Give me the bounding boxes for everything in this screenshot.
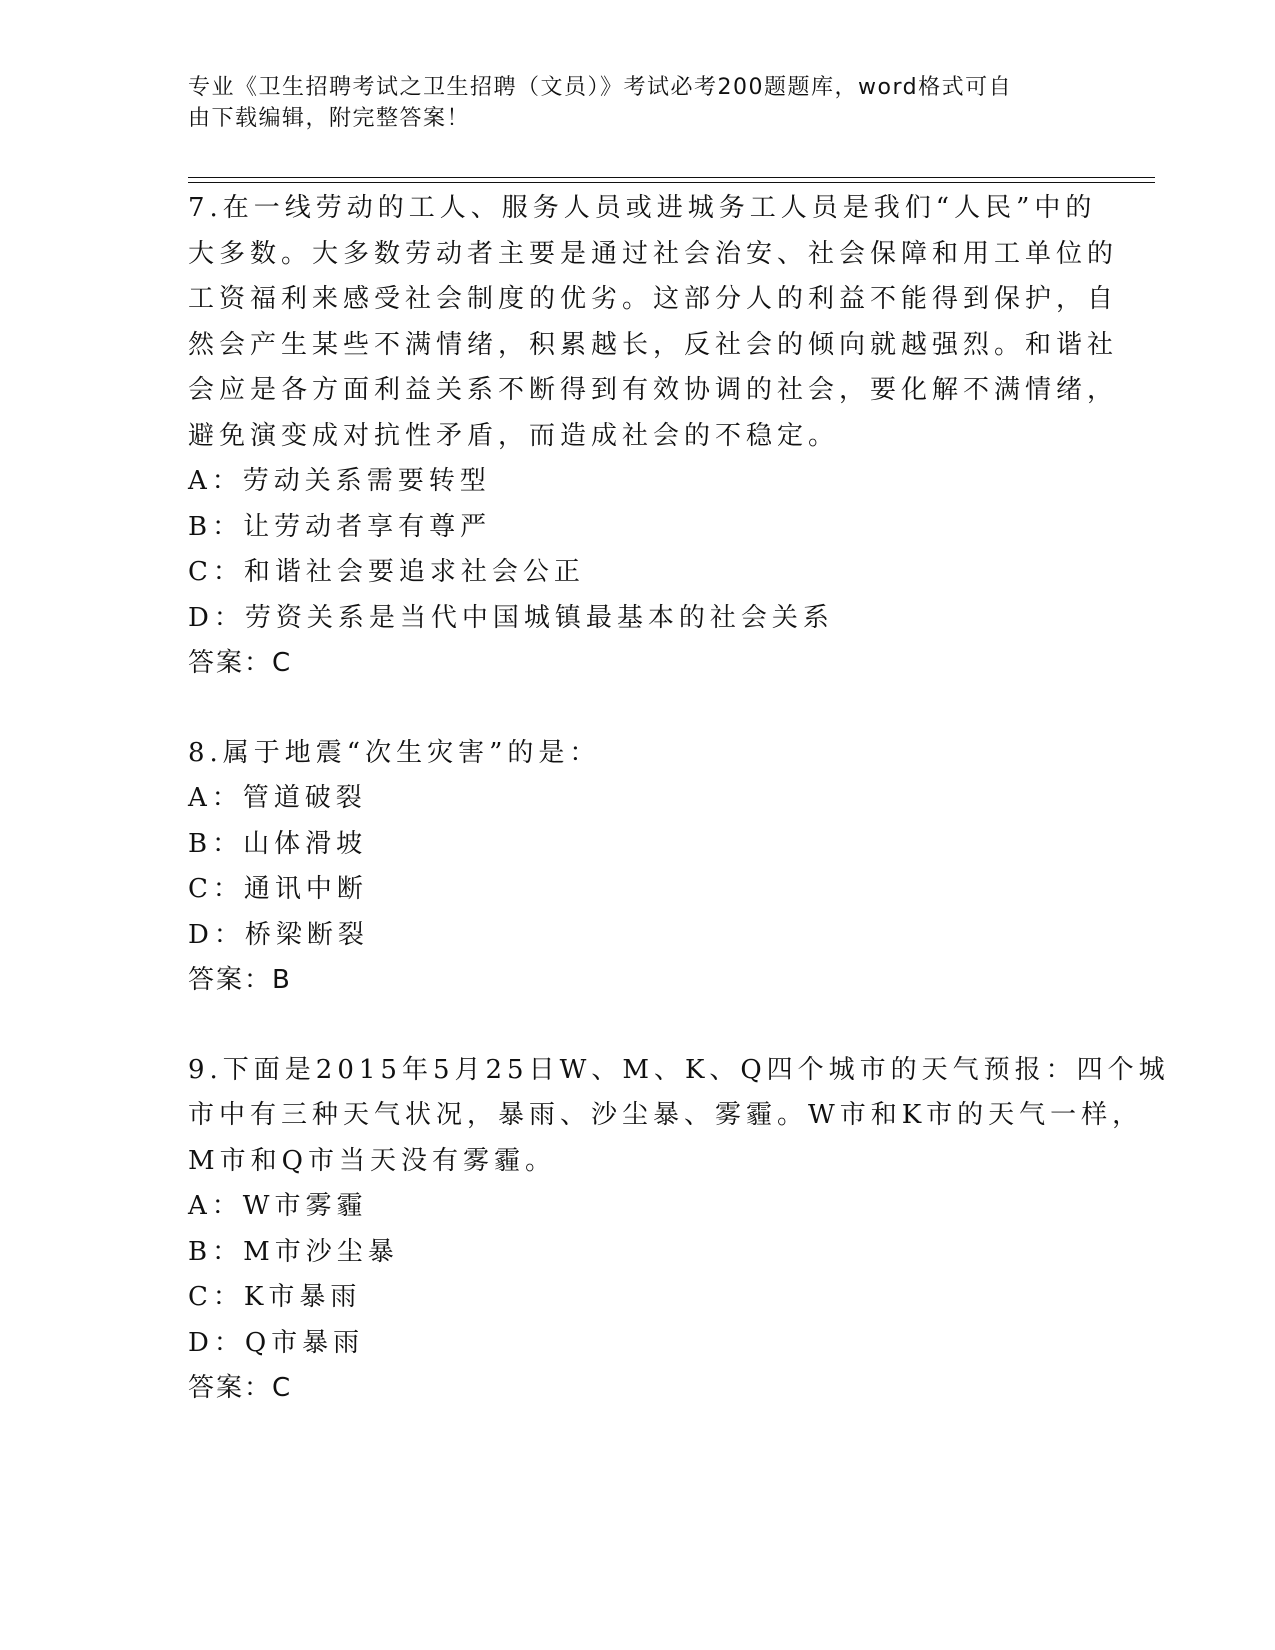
header-divider-top xyxy=(188,177,1155,178)
answer: 答案：B xyxy=(188,965,292,995)
question-text-line: M市和Q市当天没有雾霾。 xyxy=(188,1145,556,1176)
question-text-line: 市中有三种天气状况，暴雨、沙尘暴、雾霾。W市和K市的天气一样， xyxy=(188,1100,1144,1130)
option-d: D：Q市暴雨 xyxy=(188,1327,365,1358)
header-line-2: 由下载编辑，附完整答案！ xyxy=(188,106,471,131)
question-9 xyxy=(188,1048,1170,1412)
option-b: B：让劳动者享有尊严 xyxy=(188,511,492,542)
option-b: B：M市沙尘暴 xyxy=(188,1236,399,1267)
question-text-line: 8.属于地震“次生灾害”的是： xyxy=(188,737,601,768)
question-text-line: 7.在一线劳动的工人、服务人员或进城务工人员是我们“人民”中的 xyxy=(188,193,1097,223)
document-header xyxy=(188,72,1068,134)
option-c: C：通讯中断 xyxy=(188,874,368,904)
answer: 答案：C xyxy=(188,1373,293,1403)
question-spacer xyxy=(188,1004,1088,1048)
option-d: D：劳资关系是当代中国城镇最基本的社会关系 xyxy=(188,602,834,633)
option-c: C：K市暴雨 xyxy=(188,1282,362,1312)
question-spacer xyxy=(188,687,1088,731)
option-a: A：管道破裂 xyxy=(188,783,367,813)
question-text-line: 然会产生某些不满情绪，积累越长，反社会的倾向就越强烈。和谐社 xyxy=(188,329,1119,360)
option-d: D：桥梁断裂 xyxy=(188,919,369,950)
question-list xyxy=(188,186,1170,1412)
question-7 xyxy=(188,186,1119,687)
option-a: A：劳动关系需要转型 xyxy=(188,466,491,496)
option-c: C：和谐社会要追求社会公正 xyxy=(188,557,585,587)
answer: 答案：C xyxy=(188,648,293,678)
question-text-line: 工资福利来感受社会制度的优劣。这部分人的利益不能得到保护，自 xyxy=(188,284,1119,314)
question-text-line: 大多数。大多数劳动者主要是通过社会治安、社会保障和用工单位的 xyxy=(188,238,1119,269)
question-text-line: 避免演变成对抗性矛盾，而造成社会的不稳定。 xyxy=(188,420,840,451)
question-8 xyxy=(188,731,1088,1004)
option-b: B：山体滑坡 xyxy=(188,828,368,859)
option-a: A：W市雾霾 xyxy=(188,1191,368,1221)
question-text-line: 会应是各方面利益关系不断得到有效协调的社会，要化解不满情绪， xyxy=(188,375,1119,405)
header-line-1: 专业《卫生招聘考试之卫生招聘（文员）》考试必考200题题库，word格式可自 xyxy=(188,75,1013,100)
question-text-line: 9.下面是2015年5月25日W、M、K、Q四个城市的天气预报：四个城 xyxy=(188,1054,1170,1085)
header-divider-bottom xyxy=(188,182,1155,183)
